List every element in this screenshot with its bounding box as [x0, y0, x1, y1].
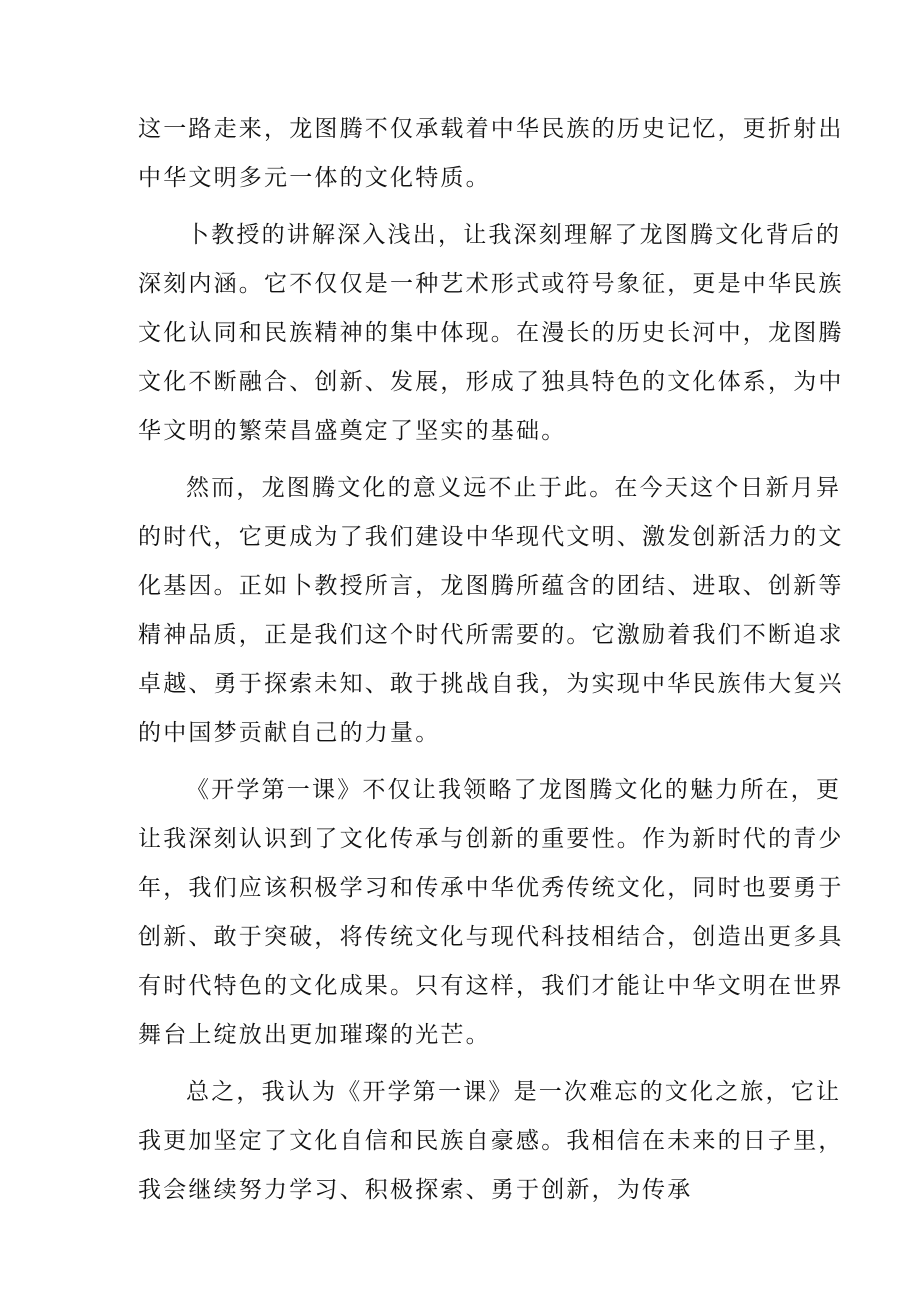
essay-body: [138, 105, 844, 1215]
text-line: 卓越、勇于探索未知、敢于挑战自我，为实现中华民族伟大复兴: [138, 671, 844, 697]
text-line: 我更加坚定了文化自信和民族自豪感。我相信在未来的日子里，: [138, 1128, 844, 1154]
text-line: 然而，龙图腾文化的意义远不止于此。在今天这个日新月异: [186, 475, 842, 501]
text-line: 《开学第一课》不仅让我领略了龙图腾文化的魅力所在，更: [186, 777, 842, 803]
text-line: 华文明的繁荣昌盛奠定了坚实的基础。: [138, 418, 567, 444]
text-line: 的中国梦贡献自己的力量。: [138, 720, 441, 746]
text-line: 让我深刻认识到了文化传承与创新的重要性。作为新时代的青少: [138, 826, 844, 852]
text-line: 化基因。正如卜教授所言，龙图腾所蕴含的团结、进取、创新等: [138, 573, 844, 599]
text-line: 舞台上绽放出更加璀璨的光芒。: [138, 1022, 491, 1048]
paragraph-4: [138, 766, 844, 1060]
text-line: 文化不断融合、创新、发展，形成了独具特色的文化体系，为中: [138, 369, 844, 395]
text-line: 文化认同和民族精神的集中体现。在漫长的历史长河中，龙图腾: [138, 320, 844, 346]
text-line: 有时代特色的文化成果。只有这样，我们才能让中华文明在世界: [138, 973, 844, 999]
text-line: 深刻内涵。它不仅仅是一种艺术形式或符号象征，更是中华民族: [138, 271, 844, 297]
text-line: 总之，我认为《开学第一课》是一次难忘的文化之旅，它让: [186, 1079, 842, 1105]
text-line: 创新、敢于突破，将传统文化与现代科技相结合，创造出更多具: [138, 924, 844, 950]
text-line: 中华文明多元一体的文化特质。: [138, 165, 491, 191]
paragraph-5: [138, 1068, 844, 1215]
text-line: 卜教授的讲解深入浅出，让我深刻理解了龙图腾文化背后的: [186, 222, 842, 248]
text-line: 的时代，它更成为了我们建设中华现代文明、激发创新活力的文: [138, 524, 844, 550]
text-line: 我会继续努力学习、积极探索、勇于创新，为传承: [138, 1177, 693, 1203]
paragraph-2: [138, 211, 844, 456]
text-line: 年，我们应该积极学习和传承中华优秀传统文化，同时也要勇于: [138, 875, 844, 901]
text-line: 这一路走来，龙图腾不仅承载着中华民族的历史记忆，更折射出: [138, 116, 844, 142]
paragraph-1: [138, 105, 844, 203]
text-line: 精神品质，正是我们这个时代所需要的。它激励着我们不断追求: [138, 622, 844, 648]
paragraph-3: [138, 464, 844, 758]
